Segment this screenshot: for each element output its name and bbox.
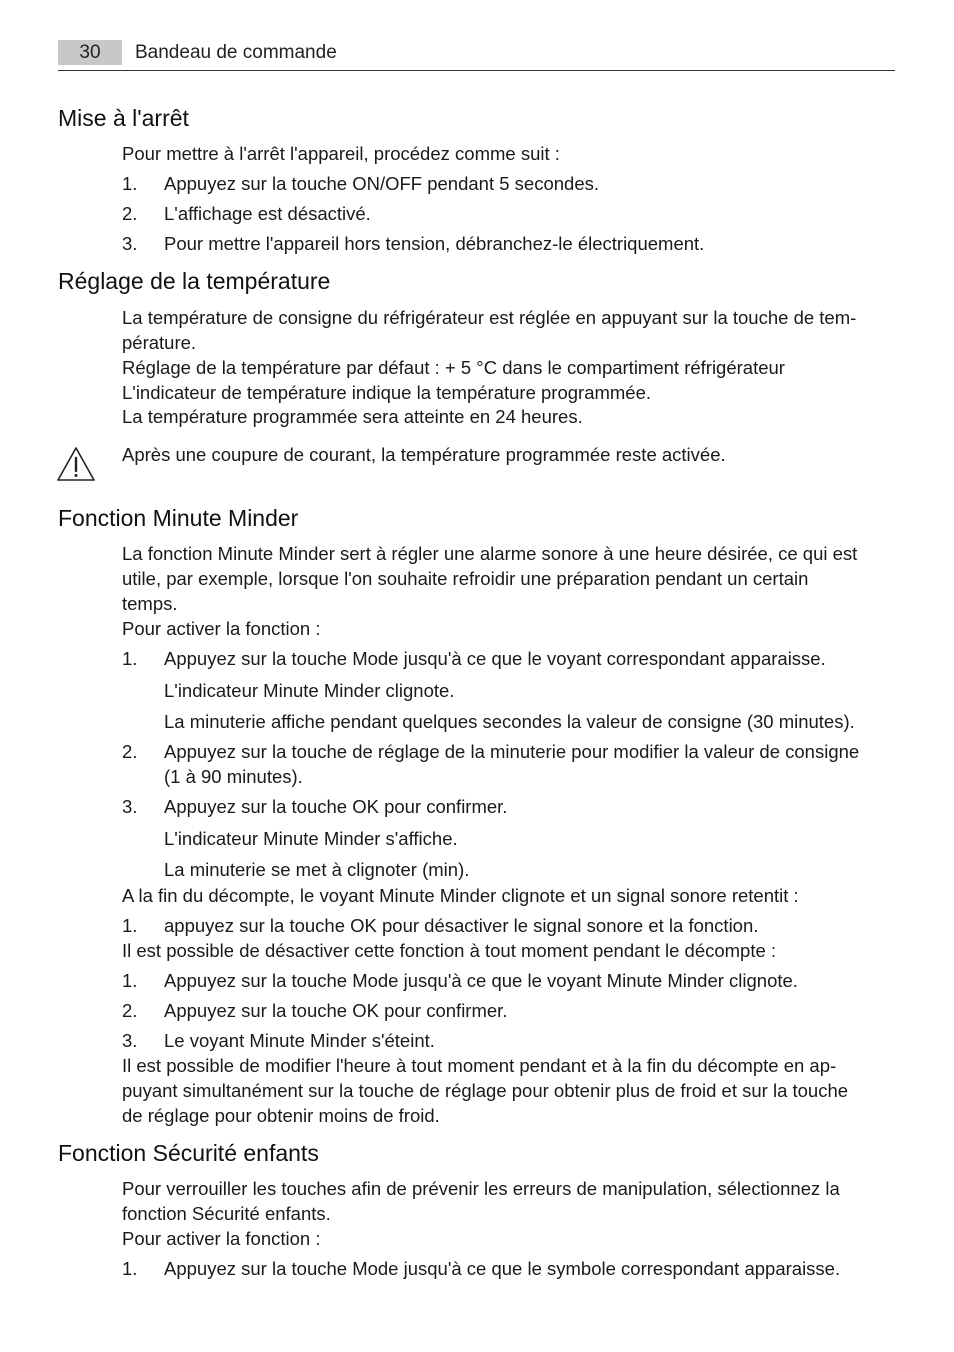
list-item: Pour mettre l'appareil hors tension, débranchez-le électriquement.	[164, 233, 705, 254]
mise-arret-intro: Pour mettre à l'arrêt l'appareil, procédez comme suit :	[122, 143, 560, 164]
minute-minder-intro: La fonction Minute Minder sert à régler une alarme sonore à une heure désirée, ce qui est	[122, 543, 858, 564]
list-item: Le voyant Minute Minder s'éteint.	[164, 1030, 435, 1051]
list-item: (1 à 90 minutes).	[164, 766, 303, 787]
list-item-sub: La minuterie affiche pendant quelques secondes la valeur de consigne (30 minutes).	[164, 711, 855, 732]
reglage-time: La température programmée sera atteinte en 24 heures.	[122, 406, 583, 427]
reglage-para-line: pérature.	[122, 332, 197, 353]
heading-securite-enfants: Fonction Sécurité enfants	[58, 1140, 319, 1166]
minute-minder-modify: Il est possible de modifier l'heure à tout moment pendant et à la fin du décompte en ap-	[122, 1055, 837, 1076]
heading-minute-minder: Fonction Minute Minder	[58, 505, 299, 531]
list-item-sub: L'indicateur Minute Minder s'affiche.	[164, 828, 458, 849]
list-number: 2.	[122, 741, 138, 762]
list-item: Appuyez sur la touche Mode jusqu'à ce que le voyant Minute Minder clignote.	[164, 970, 798, 991]
minute-minder-modify: de réglage pour obtenir moins de froid.	[122, 1105, 440, 1126]
running-header-title: Bandeau de commande	[135, 42, 337, 63]
list-item: Appuyez sur la touche ON/OFF pendant 5 secondes.	[164, 173, 599, 194]
securite-intro: Pour verrouiller les touches afin de prévenir les erreurs de manipulation, sélectionnez la	[122, 1178, 840, 1199]
list-number: 2.	[122, 1000, 138, 1021]
list-item: Appuyez sur la touche OK pour confirmer.	[164, 796, 508, 817]
reglage-para-line: La température de consigne du réfrigérateur est réglée en appuyant sur la touche de tem-	[122, 307, 857, 328]
reglage-indicator: L'indicateur de température indique la température programmée.	[122, 382, 652, 403]
list-item: L'affichage est désactivé.	[164, 203, 371, 224]
reglage-default-temp: Réglage de la température par défaut : + 5 °C dans le compartiment réfrigérateur	[122, 357, 785, 378]
page-number: 30	[58, 40, 122, 65]
minute-minder-intro: utile, par exemple, lorsque l'on souhaite refroidir une préparation pendant un certain	[122, 568, 809, 589]
minute-minder-activate: Pour activer la fonction :	[122, 618, 321, 639]
securite-activate: Pour activer la fonction :	[122, 1228, 321, 1249]
warning-triangle-icon	[56, 446, 96, 482]
list-item: Appuyez sur la touche Mode jusqu'à ce que le symbole correspondant apparaisse.	[164, 1258, 841, 1279]
page-header	[58, 40, 895, 71]
list-number: 1.	[122, 1258, 138, 1279]
list-item: Appuyez sur la touche de réglage de la minuterie pour modifier la valeur de consigne	[164, 741, 860, 762]
list-number: 3.	[122, 796, 138, 817]
minute-minder-end-text: A la fin du décompte, le voyant Minute Minder clignote et un signal sonore retentit :	[122, 885, 799, 906]
list-number: 1.	[122, 970, 138, 991]
list-item-sub: La minuterie se met à clignoter (min).	[164, 859, 470, 880]
list-number: 1.	[122, 173, 138, 194]
list-number: 3.	[122, 233, 138, 254]
list-item: Appuyez sur la touche Mode jusqu'à ce que le voyant correspondant apparaisse.	[164, 648, 826, 669]
list-number: 3.	[122, 1030, 138, 1051]
heading-mise-arret: Mise à l'arrêt	[58, 105, 189, 131]
list-item: appuyez sur la touche OK pour désactiver le signal sonore et la fonction.	[164, 915, 759, 936]
minute-minder-intro: temps.	[122, 593, 178, 614]
list-number: 1.	[122, 648, 138, 669]
list-number: 2.	[122, 203, 138, 224]
minute-minder-deactivate-text: Il est possible de désactiver cette fonction à tout moment pendant le décompte :	[122, 940, 777, 961]
list-item: Appuyez sur la touche OK pour confirmer.	[164, 1000, 508, 1021]
heading-reglage-temperature: Réglage de la température	[58, 268, 331, 294]
minute-minder-modify: puyant simultanément sur la touche de réglage pour obtenir plus de froid et sur la touche	[122, 1080, 849, 1101]
warning-text: Après une coupure de courant, la température programmée reste activée.	[122, 444, 726, 465]
list-number: 1.	[122, 915, 138, 936]
list-item-sub: L'indicateur Minute Minder clignote.	[164, 680, 455, 701]
securite-intro: fonction Sécurité enfants.	[122, 1203, 331, 1224]
